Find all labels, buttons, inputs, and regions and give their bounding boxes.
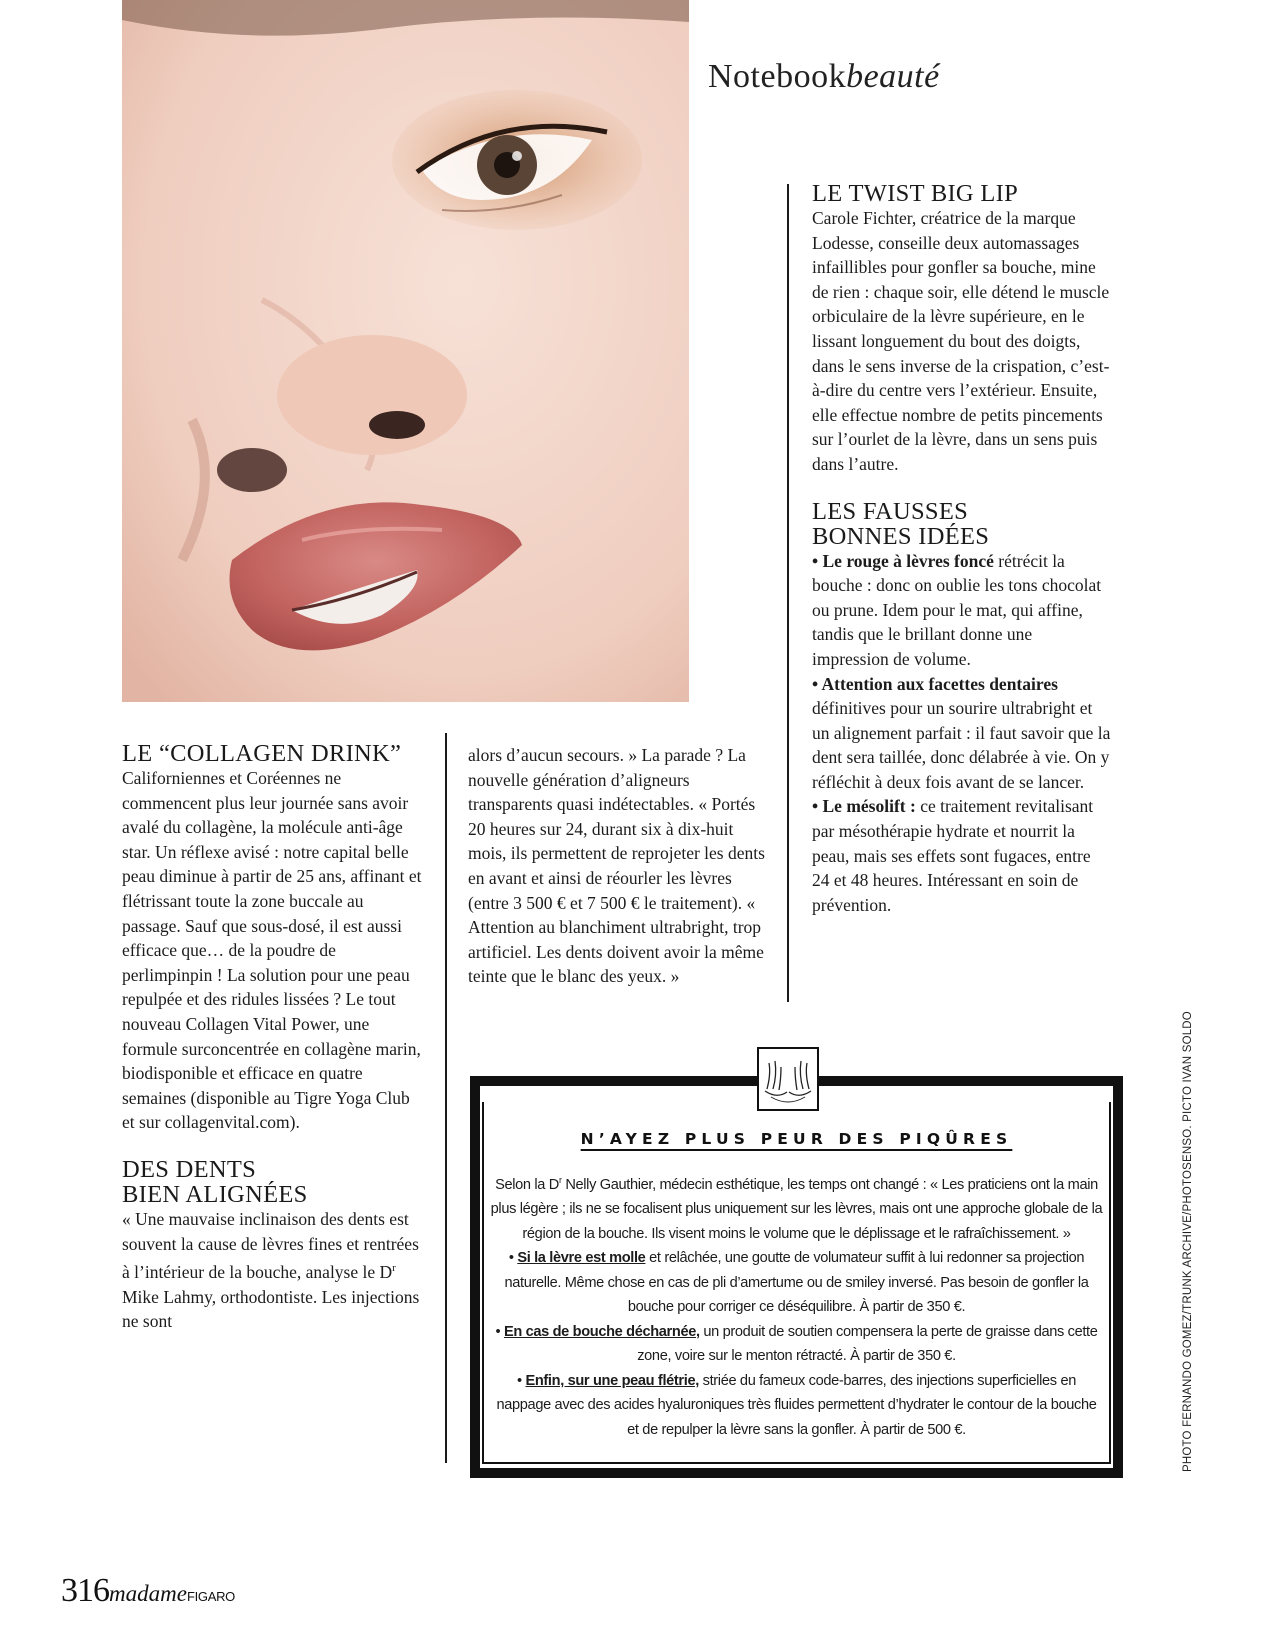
item-label: En cas de bouche décharnée, [503,1323,700,1340]
magazine-brand: FIGARO [186,1589,235,1604]
page-number: 316 [61,1572,109,1609]
column-rule-middle [445,733,447,1463]
paragraph-dents [122,1207,422,1334]
sidebar-title-text: N’AYEZ PLUS PEUR DES PIQÛRES [580,1130,1013,1148]
bullet-label: • Le rouge à lèvres foncé [812,550,994,571]
bullet-facettes [812,672,1112,795]
sidebar-item-3: • Enfin, sur une peau flétrie, striée du fameux code-barres, des injections superficielles en nappage avec des acides hyaluroniques très fluides permettent d’hydrater le contour de la bouche et de repulper la lèvre sans la gonfler. À partir de 500 €. [496,1372,1097,1438]
text-fragment: « Une mauvaise inclinaison des dents est souvent la cause de lèvres fines et rentrées à l’intérieur de la bouche, analyse le D [122,1208,419,1282]
section-title [708,58,940,96]
column-rule-right [787,184,789,1002]
magazine-name: madame [109,1581,187,1606]
paragraph-twist: Carole Fichter, créatrice de la marque Lodesse, conseille deux automassages infaillibles pour gonfler sa bouche, mine de rien : chaque soir, elle détend le muscle orbiculaire de la lèvre supérieure, en le lissant longuement du bout des doigts, dans le sens inverse de la crispation, c’est-à-dire du centre vers l’extérieur. Ensuite, elle effectue nombre de petits pincements sur l’ourlet de la lèvre, dans un sens puis dans l’autre. [812,208,1110,474]
hands-icon [757,1047,819,1111]
heading-line-1: DES DENTS [122,1155,257,1183]
item-text: un produit de soutien compensera la perte de graisse dans cette zone, voire sur le menton rétracté. À partir de 350 €. [637,1323,1098,1365]
bullet-text: rétrécit la bouche : donc on oublie les tons chocolat ou prune. Idem pour le mat, qui affine, tandis que le brillant donne une impression de volume. [812,550,1102,669]
sidebar-title [470,1130,1123,1148]
sidebar-intro [490,1168,1103,1246]
photo-credit: PHOTO FERNANDO GOMEZ/TRUNK ARCHIVE/PHOTOSENSO. PICTO IVAN SOLDO [1182,1011,1194,1472]
bullet-text: ce traitement revitalisant par mésothérapie hydrate et nourrit la peau, mais ses effets sont fugaces, entre 24 et 48 heures. Intéressant en soin de prévention. [812,796,1094,915]
page-folio [61,1572,235,1610]
superscript: r [558,1175,562,1185]
heading-twist-big-lip: LE TWIST BIG LIP [812,180,1019,207]
sidebar-body [490,1168,1103,1442]
heading-fausses-bonnes-idees [812,499,1112,549]
text-fragment: Mike Lahmy, orthodontiste. Les injections ne sont [122,1286,420,1332]
heading-dents-alignees [122,1157,422,1207]
heading-collagen-drink: LE “COLLAGEN DRINK” [122,740,402,767]
paragraph-aligneurs: alors d’aucun secours. » La parade ? La nouvelle génération d’aligneurs transparents quasi indétectables. « Portés 20 heures sur 24, durant six à dix-huit mois, ils permettent de reprojeter les dents en avant et ainsi de réourler les lèvres (entre 3 500 € et 7 500 € le traitement). « Attention au blanchiment ultrabright, trop artificiel. Les dents doivent avoir la même teinte que le blanc des yeux. » [468,745,765,987]
item-label: Enfin, sur une peau flétrie, [525,1372,699,1389]
face-closeup-illustration [122,0,689,702]
heading-line-2: BIEN ALIGNÉES [122,1180,308,1208]
beauty-photo [122,0,689,702]
item-text: et relâchée, une goutte de volumateur suffit à lui redonner sa projection naturelle. Même chose en cas de pli d’amertume ou de smiley inversé. Pas besoin de gonfler la bouche pour corriger ce déséquilibre. À partir de 350 €. [504,1250,1089,1316]
item-label: Si la lèvre est molle [517,1250,646,1267]
hands-pictogram-icon [759,1049,817,1109]
bullet-rouge-levres [812,549,1112,672]
bullet-label: • Attention aux facettes dentaires [812,673,1058,694]
section-label: beauté [846,58,940,95]
heading-line-1: LES FAUSSES [812,497,969,525]
sidebar-item-2: • En cas de bouche décharnée, un produit de soutien compensera la perte de graisse dans cette zone, voire sur le menton rétracté. À partir de 350 €. [495,1323,1098,1365]
heading-line-2: BONNES IDÉES [812,522,990,550]
text-fragment: Selon la D [495,1176,559,1193]
bullet-label: • Le mésolift : [812,796,916,817]
column-right [812,181,1112,917]
column-left [122,741,422,1334]
column-middle [468,743,773,989]
text-fragment: Nelly Gauthier, médecin esthétique, les temps ont changé : « Les praticiens ont la main plus légère ; ils ne se focalisent plus uniquement sur les lèvres, mais ont une approche globale de la région de la bouche. Ils visent moins le volume que le déplissage et le rafraîchissement. » [490,1176,1103,1242]
sidebar-item-1: • Si la lèvre est molle et relâchée, une goutte de volumateur suffit à lui redonner sa projection naturelle. Même chose en cas de pli d’amertume ou de smiley inversé. Pas besoin de gonfler la bouche pour corriger ce déséquilibre. À partir de 350 €. [504,1250,1089,1316]
item-text: striée du fameux code-barres, des injections superficielles en nappage avec des acides hyaluroniques très fluides permettent d’hydrater le contour de la bouche et de repulper la lèvre sans la gonfler. À partir de 500 €. [496,1372,1097,1438]
bullet-text: définitives pour un sourire ultrabright et un alignement parfait : il faut savoir que la dent sera taillée, donc délabrée à vie. On y réfléchit à deux fois avant de se lancer. [812,698,1111,792]
bullet-mesolift [812,794,1112,917]
paragraph-collagen: Californiennes et Coréennes ne commencent plus leur journée sans avoir avalé du collagène, la molécule anti-âge star. Un réflexe avisé : notre capital belle peau diminue à partir de 25 ans, affinant et flétrissant toute la zone buccale au passage. Sauf que sous-dosé, il est aussi efficace que… de la poudre de perlimpinpin ! La solution pour une peau repulpée et des ridules lissées ? Le tout nouveau Collagen Vital Power, une formule surconcentrée en collagène marin, biodisponible et efficace en quatre semaines (disponible au Tigre Yoga Club et sur collagenvital.com). [122,768,422,1133]
notebook-label: Notebook [708,58,847,95]
superscript: r [392,1262,396,1275]
